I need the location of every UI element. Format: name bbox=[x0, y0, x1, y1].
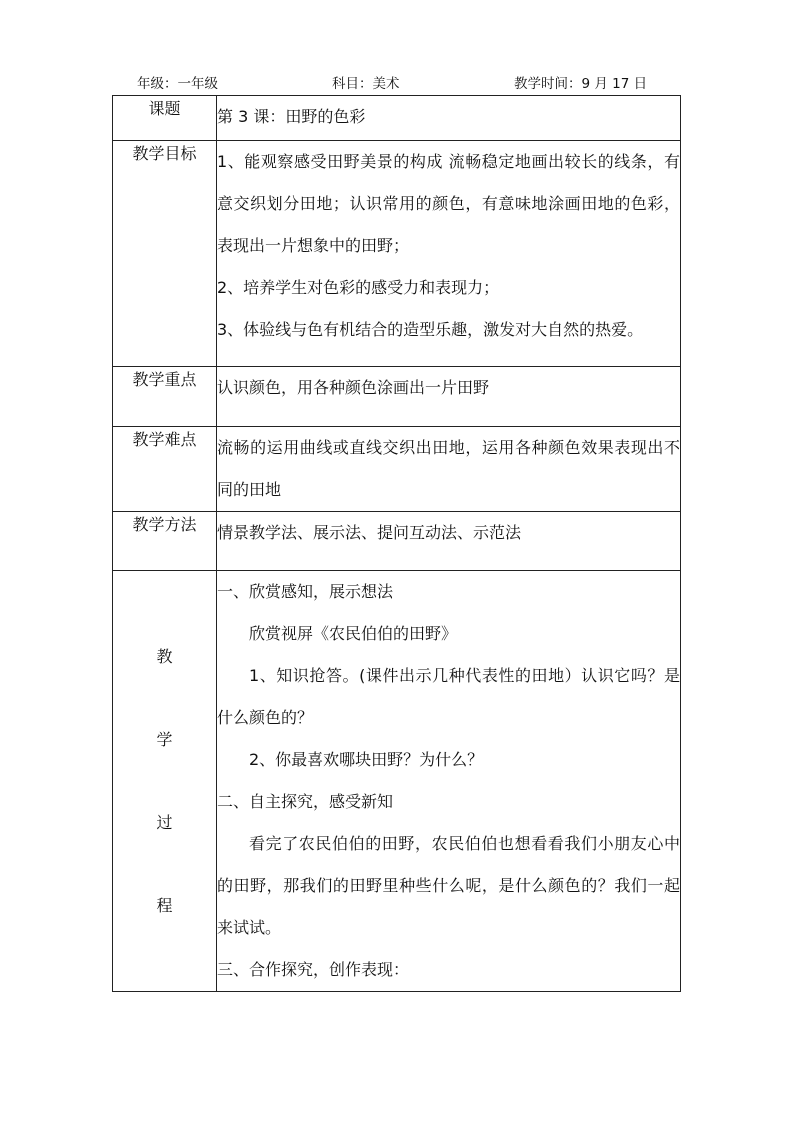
process-label-char-4: 程 bbox=[156, 896, 173, 915]
process-label bbox=[113, 571, 217, 992]
row-goals bbox=[113, 141, 681, 367]
process-question-1: 1、知识抢答。(课件出示几种代表性的田地）认识它吗？是什么颜色的？ bbox=[217, 666, 680, 727]
goals-cell bbox=[217, 141, 681, 367]
topic-text: 第 3 课：田野的色彩 bbox=[217, 107, 366, 126]
goal-item-1: 1、能观察感受田野美景的构成 流畅稳定地画出较长的线条，有意交织划分田地；认识常用的颜色，有意味地涂画田地的色彩，表现出一片想象中的田野； bbox=[217, 152, 680, 255]
row-key-points bbox=[113, 367, 681, 427]
process-label-char-3: 过 bbox=[156, 813, 173, 832]
subject-label: 科目：美术 bbox=[332, 76, 400, 92]
process-section-2-title: 二、自主探究，感受新知 bbox=[217, 792, 394, 811]
goal-item-3: 3、体验线与色有机结合的造型乐趣，激发对大自然的热爱。 bbox=[217, 320, 644, 339]
method-label: 教学方法 bbox=[113, 512, 217, 571]
row-process bbox=[113, 571, 681, 992]
key-points-cell bbox=[217, 367, 681, 427]
key-points-text: 认识颜色，用各种颜色涂画出一片田野 bbox=[217, 378, 490, 397]
process-section-1-title: 一、欣赏感知，展示想法 bbox=[217, 582, 394, 601]
difficulty-text: 流畅的运用曲线或直线交织出田地，运用各种颜色效果表现出不同的田地 bbox=[217, 438, 680, 499]
lesson-plan-table bbox=[112, 95, 681, 992]
process-cell bbox=[217, 571, 681, 992]
topic-cell bbox=[217, 96, 681, 141]
method-text: 情景教学法、展示法、提问互动法、示范法 bbox=[217, 523, 522, 542]
row-method bbox=[113, 512, 681, 571]
topic-label: 课题 bbox=[113, 96, 217, 141]
process-section-3-title: 三、合作探究，创作表现： bbox=[217, 960, 410, 979]
process-question-2: 2、你最喜欢哪块田野？为什么？ bbox=[249, 750, 484, 769]
row-topic bbox=[113, 96, 681, 141]
process-label-char-1: 教 bbox=[156, 647, 173, 666]
process-section-2-text: 看完了农民伯伯的田野，农民伯伯也想看看我们小朋友心中的田野，那我们的田野里种些什么呢，是什么颜色的？我们一起来试试。 bbox=[217, 834, 680, 937]
difficulty-cell bbox=[217, 427, 681, 512]
row-difficulty bbox=[113, 427, 681, 512]
method-cell bbox=[217, 512, 681, 571]
goals-label: 教学目标 bbox=[113, 141, 217, 367]
grade-label: 年级：一年级 bbox=[137, 76, 218, 92]
difficulty-label: 教学难点 bbox=[113, 427, 217, 512]
key-points-label: 教学重点 bbox=[113, 367, 217, 427]
process-label-char-2: 学 bbox=[156, 730, 173, 749]
document-header bbox=[0, 72, 794, 94]
teaching-date-label: 教学时间：9 月 17 日 bbox=[514, 76, 648, 92]
process-video-line: 欣赏视屏《农民伯伯的田野》 bbox=[249, 624, 458, 643]
goal-item-2: 2、培养学生对色彩的感受力和表现力； bbox=[217, 278, 500, 297]
